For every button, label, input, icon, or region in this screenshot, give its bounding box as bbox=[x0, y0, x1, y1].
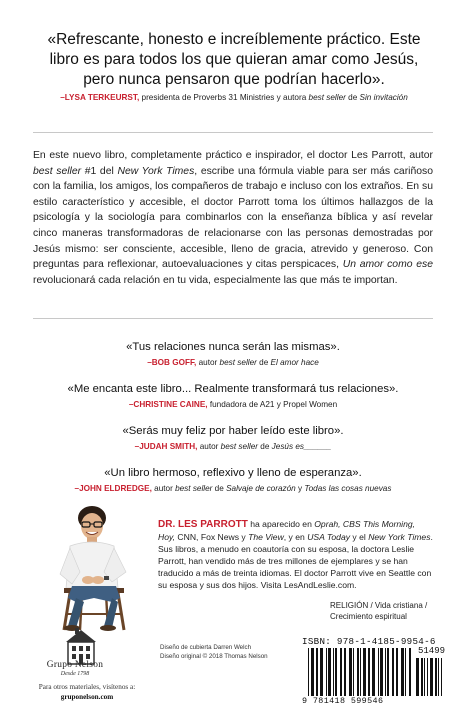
endorser-name: –CHRISTINE CAINE, bbox=[128, 400, 208, 409]
endorsement-quote: «Tus relaciones nunca serán las mismas». bbox=[126, 341, 340, 353]
attribution-book-title: Jesús es______ bbox=[271, 442, 332, 451]
endorsement-quote: «Un libro hermoso, reflexivo y lleno de esperanza». bbox=[104, 467, 362, 479]
barcode-bar bbox=[435, 658, 437, 696]
barcode-bars-main bbox=[308, 648, 412, 696]
barcode-bar bbox=[416, 658, 419, 696]
attribution-text: presidenta de Proverbs 31 Ministries y autora bbox=[139, 93, 309, 102]
barcode-bar bbox=[392, 648, 394, 696]
barcode-bar bbox=[340, 648, 342, 696]
top-quote-attribution bbox=[34, 92, 434, 103]
barcode-bar bbox=[311, 648, 314, 696]
attribution-text: de bbox=[345, 93, 360, 102]
description-text: En este nuevo libro, completamente práctico e inspirador, el doctor Les Parrott, autor bbox=[33, 150, 433, 161]
description-book-title: Un amor como ese bbox=[342, 259, 433, 271]
endorser-name: –JOHN ELDREDGE, bbox=[74, 484, 152, 493]
barcode-bar bbox=[405, 648, 406, 696]
attribution-text: autor bbox=[151, 484, 176, 493]
barcode-bar bbox=[401, 648, 404, 696]
barcode-bar bbox=[326, 648, 327, 696]
description-text: , escribe una fórmula viable para ser más cariñoso con la familia, los amigos, los compañeros de trabajo e incluso con los extraños. En su estilo característico y accesible, el doctor Parrott toma los últimos hallazgos de la psicología y la sociología para combinarlos con la enseñanza bíblica y así revelar cinco maneras transformadoras de relacionarse con las personas demostradas por Jesús mismo: ser consciente, accesible, lleno de gracia, atrevido y generoso. Con preguntas para reflexionar, autoevaluaciones y citas perspicaces, bbox=[33, 165, 434, 271]
endorsement-attribution bbox=[33, 441, 433, 452]
attribution-text: de bbox=[258, 442, 272, 451]
barcode-bars-price bbox=[416, 658, 442, 696]
attribution-em: best seller bbox=[219, 358, 257, 367]
bio-em: Oprah, CBS This Morning, Hoy, bbox=[158, 519, 416, 542]
attribution-book-title: Todas las cosas nuevas bbox=[304, 484, 392, 493]
barcode-bar bbox=[349, 648, 352, 696]
description-text: #1 del bbox=[81, 165, 118, 177]
isbn-text: ISBN: 978-1-4185-9954-6 bbox=[302, 636, 436, 647]
barcode-bar bbox=[333, 648, 334, 696]
attribution-text: de bbox=[256, 358, 271, 367]
barcode-bar bbox=[357, 648, 359, 696]
attribution-text: y bbox=[295, 484, 305, 493]
description-em: New York Times bbox=[117, 165, 195, 177]
bio-em: USA Today bbox=[307, 532, 351, 542]
credit-line: Diseño original © 2018 Thomas Nelson bbox=[160, 653, 268, 660]
divider-top bbox=[33, 132, 433, 133]
barcode-bar bbox=[335, 648, 337, 696]
barcode-bar bbox=[421, 658, 423, 696]
credit-line: Diseño de cubierta Darren Welch bbox=[160, 644, 252, 651]
attribution-name: –LYSA TERKEURST, bbox=[60, 93, 140, 102]
endorser-name: –BOB GOFF, bbox=[147, 358, 197, 367]
design-credits bbox=[160, 643, 300, 661]
bio-text: y el bbox=[350, 532, 369, 542]
barcode-bar bbox=[368, 648, 370, 696]
barcode-bar bbox=[316, 648, 318, 696]
attribution-em: best seller bbox=[220, 442, 258, 451]
barcode-bar bbox=[363, 648, 366, 696]
publisher-name: Grupo Nelson bbox=[46, 660, 104, 670]
category-label bbox=[330, 600, 440, 622]
bio-text: , y en bbox=[283, 532, 308, 542]
bio-em: The View bbox=[248, 532, 284, 542]
publisher-url: gruponelson.com bbox=[60, 692, 114, 701]
divider-bottom bbox=[33, 318, 433, 319]
barcode-bar bbox=[353, 648, 354, 696]
bio-em: New York Times bbox=[368, 532, 431, 542]
endorsement-attribution bbox=[33, 483, 433, 494]
publisher-since: Desde 1798 bbox=[60, 671, 90, 677]
top-quote: «Refrescante, honesto e increíblemente práctico. Este libro es para todos los que quieran amar como Jesús, pero nunca pensaron que podrían hacerlo». bbox=[47, 31, 421, 88]
barcode-bar bbox=[328, 648, 331, 696]
more-materials-text: Para otros materiales, visítenos a: bbox=[38, 683, 136, 691]
attribution-text: de bbox=[212, 484, 227, 493]
barcode-bar bbox=[396, 648, 398, 696]
barcode-bar bbox=[424, 658, 425, 696]
barcode-bar bbox=[380, 648, 383, 696]
price-code: 51499 bbox=[418, 646, 446, 656]
more-materials bbox=[22, 683, 152, 702]
endorsement-quote: «Serás muy feliz por haber leído este libro». bbox=[122, 425, 344, 437]
bio-text: . Sus libros, a menudo en coautoría con su esposa, la doctora Leslie Parrott, han vendido más de tres millones de ejemplares y se han traducido a más de treinta idiomas. El doctor Parrott vive en Seattle con su esposa y sus dos hijos. Visita LesAndLeslie.com. bbox=[158, 532, 433, 590]
author-name: DR. LES PARROTT bbox=[158, 519, 248, 530]
endorsement-attribution bbox=[33, 399, 433, 410]
barcode-bar bbox=[430, 658, 433, 696]
attribution-text: autor bbox=[197, 442, 221, 451]
attribution-text: fundadora de A21 y Propel Women bbox=[207, 400, 338, 409]
author-photo bbox=[42, 502, 146, 632]
endorser-name: –JUDAH SMITH, bbox=[134, 442, 198, 451]
barcode bbox=[302, 636, 446, 706]
barcode-bar bbox=[308, 648, 309, 696]
description-text: revolucionará cada relación en tu vida, especialmente las que más te importan. bbox=[33, 274, 398, 286]
author-bio bbox=[158, 518, 433, 591]
barcode-bar bbox=[378, 648, 379, 696]
barcode-bar bbox=[409, 648, 411, 696]
bio-text: ha aparecido en bbox=[247, 519, 315, 529]
attribution-em: best seller bbox=[175, 484, 213, 493]
bio-text: CNN, Fox News y bbox=[175, 532, 249, 542]
barcode-bar bbox=[438, 658, 439, 696]
endorsement-quote: «Me encanta este libro... Realmente transformará tus relaciones». bbox=[67, 383, 399, 395]
barcode-bar bbox=[427, 658, 428, 696]
attribution-book-title: El amor hace bbox=[270, 358, 319, 367]
description-em: best seller bbox=[33, 165, 82, 177]
category-line: Crecimiento espiritual bbox=[330, 612, 407, 621]
endorsement-attribution bbox=[33, 357, 433, 368]
barcode-bar bbox=[344, 648, 346, 696]
attribution-em: best seller bbox=[308, 93, 346, 102]
attribution-book-title: Sin invitación bbox=[359, 93, 408, 102]
category-line: RELIGIÓN / Vida cristiana / bbox=[330, 601, 428, 610]
barcode-digits: 9 781418 599546 bbox=[302, 696, 384, 706]
attribution-book-title: Salvaje de corazón bbox=[226, 484, 296, 493]
barcode-bar bbox=[372, 648, 375, 696]
book-description bbox=[33, 148, 433, 288]
barcode-bar bbox=[441, 658, 442, 696]
barcode-bar bbox=[387, 648, 389, 696]
attribution-text: autor bbox=[196, 358, 220, 367]
barcode-bar bbox=[385, 648, 386, 696]
barcode-bar bbox=[360, 648, 361, 696]
barcode-bar bbox=[320, 648, 323, 696]
